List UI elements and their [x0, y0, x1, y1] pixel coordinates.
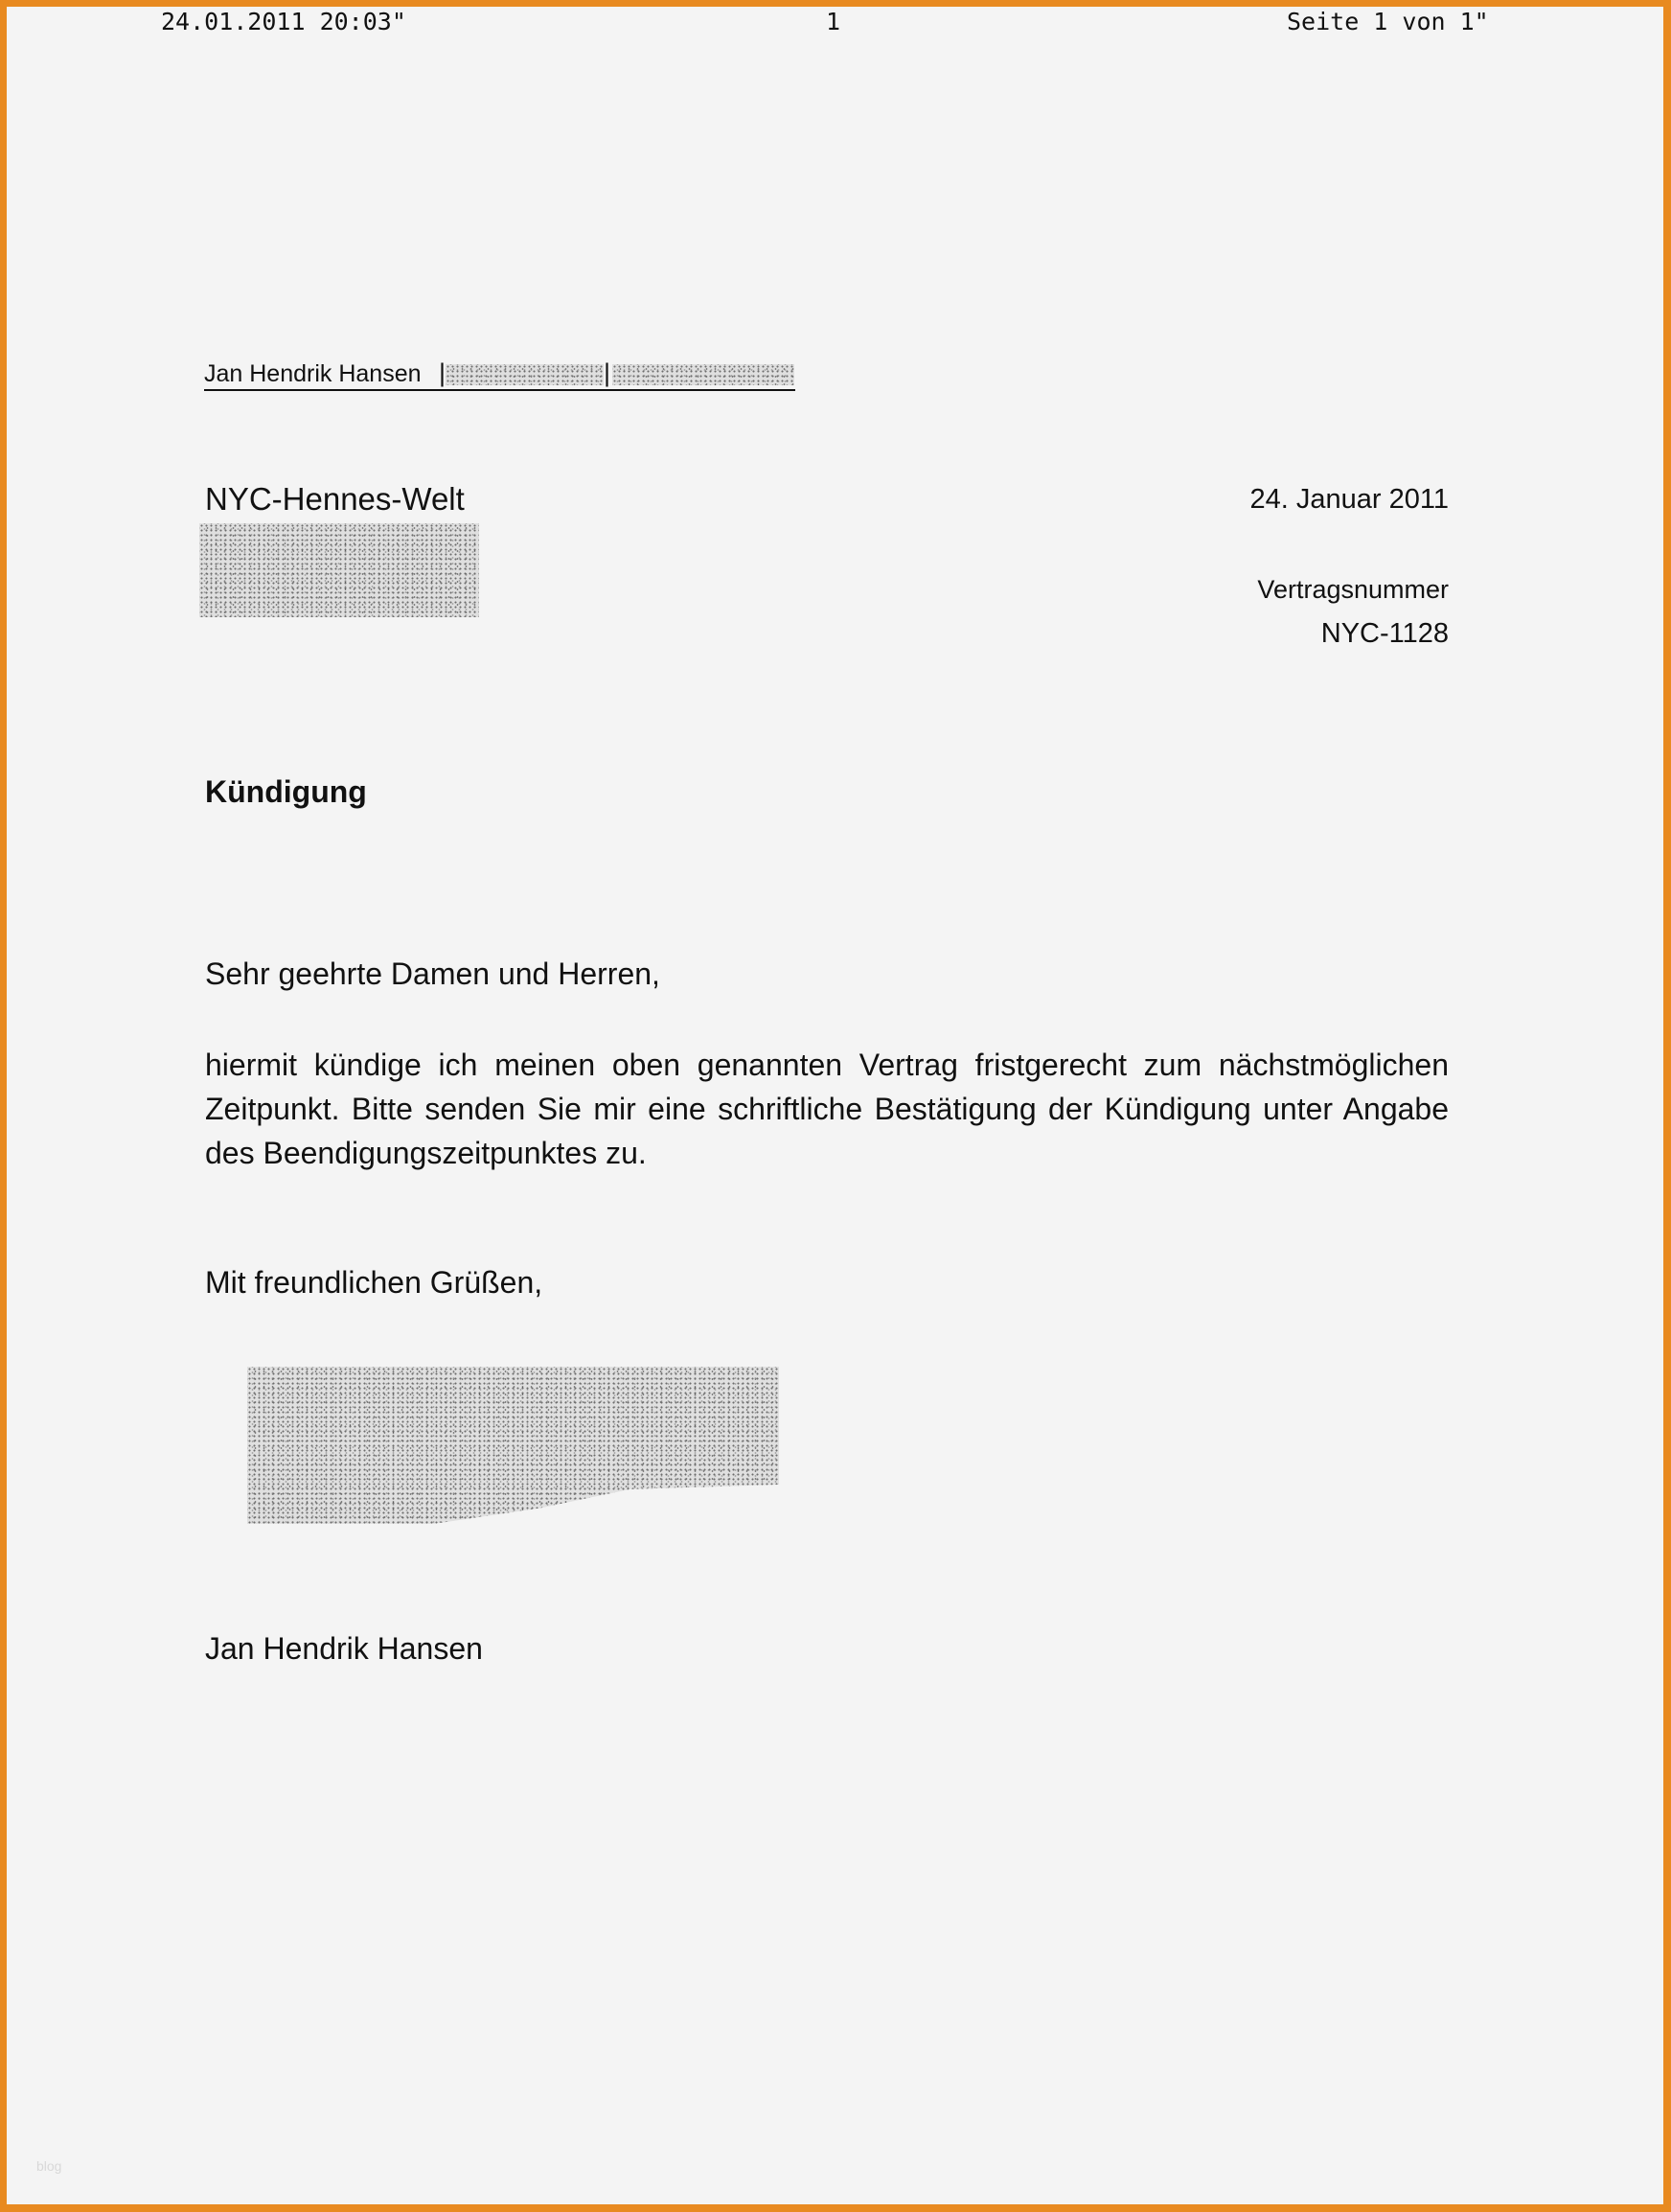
redacted-recipient-address	[199, 523, 479, 617]
sender-line	[204, 360, 795, 391]
letter-date: 24. Januar 2011	[1249, 484, 1449, 515]
print-timestamp: 24.01.2011 20:03"	[161, 8, 406, 35]
redacted-city	[612, 364, 794, 385]
salutation: Sehr geehrte Damen und Herren,	[205, 956, 660, 991]
closing: Mit freundlichen Grüßen,	[205, 1265, 543, 1300]
signature-name: Jan Hendrik Hansen	[205, 1631, 483, 1666]
watermark: blog	[36, 2158, 62, 2174]
subject-heading: Kündigung	[205, 774, 367, 809]
print-page-number: 1	[826, 8, 841, 35]
sender-separator-2: |	[604, 358, 611, 387]
body-paragraph: hiermit kündige ich meinen oben genannten Vertrag fristgerecht zum nächstmöglichen Zeitpunkt. Bitte senden Sie mir eine schriftliche Bestätigung der Kündigung unter Angabe des Beendigungszeitpunktes zu.	[205, 1048, 1449, 1170]
contract-number: NYC-1128	[1320, 618, 1449, 649]
sender-name: Jan Hendrik Hansen	[204, 360, 428, 387]
print-page-of: Seite 1 von 1"	[1287, 8, 1489, 35]
recipient-name: NYC-Hennes-Welt	[205, 481, 465, 517]
contract-label: Vertragsnummer	[1257, 575, 1449, 604]
sender-separator: |	[439, 358, 446, 387]
redacted-street	[446, 364, 604, 385]
